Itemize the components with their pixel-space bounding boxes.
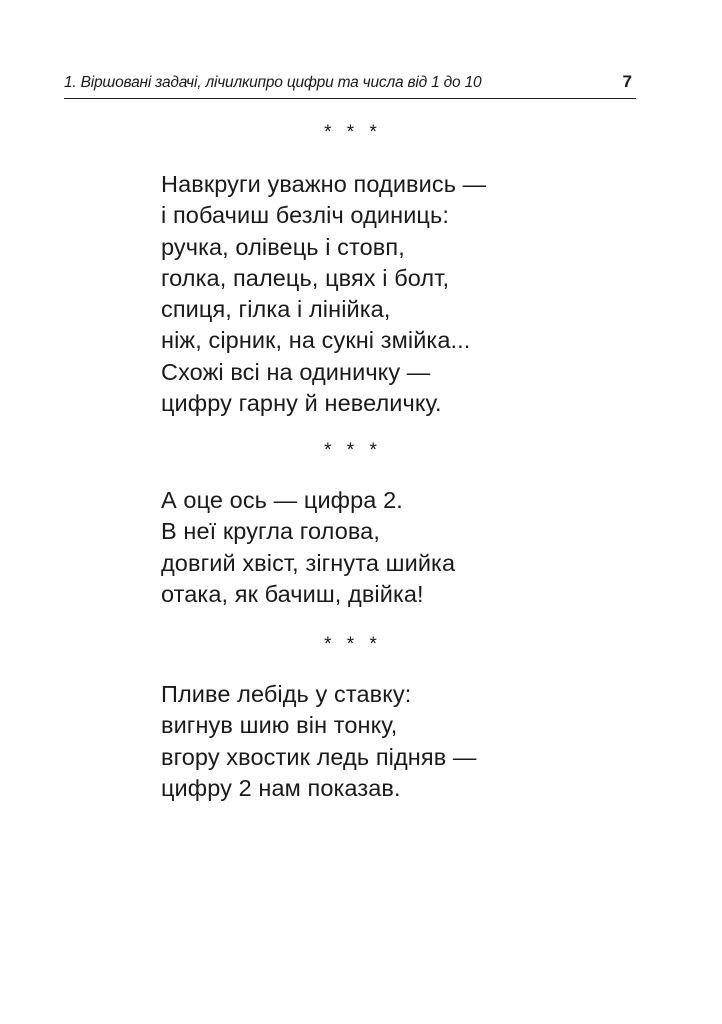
poem-line: Пливе лебідь у ставку: [161,681,412,707]
poem-line: Схожі всі на одиничку — [161,358,431,385]
poem-line: спиця, гілка і лінійка, [161,296,391,323]
poem-line: вгору хвостик ледь підняв — [161,743,477,770]
poem-line: ручка, олівець і стовп, [161,233,405,260]
stanza-1 [161,169,621,419]
poem-line: цифру гарну й невеличку. [161,390,442,417]
stanza-separator: * * * [324,440,382,461]
stanza-separator: * * * [324,122,382,143]
running-header-title: 1. Віршовані задачі, лічилкипро цифри та числа від 1 до 10 [64,74,482,91]
page-number: 7 [622,72,632,91]
poem-line: довгий хвіст, зігнута шийка [161,549,456,576]
stanza-3 [161,679,621,804]
poem-line: Навкруги уважно подивись — [161,171,487,197]
poem-line: В неї кругла голова, [161,518,380,545]
poem-line: голка, палець, цвях і болт, [161,264,450,291]
poem-line: вигнув шию він тонку, [161,712,398,739]
stanza-2 [161,485,621,610]
poem-line: отака, як бачиш, двійка! [161,580,424,607]
poem-line: і побачиш безліч одиниць: [161,202,449,229]
poem-line: А оце ось — цифра 2. [161,487,403,513]
poem-line: ніж, сірник, на сукні змійка... [161,327,471,354]
poem-line: цифру 2 нам показав. [161,774,401,801]
page-header [64,72,636,99]
stanza-separator: * * * [324,634,382,655]
